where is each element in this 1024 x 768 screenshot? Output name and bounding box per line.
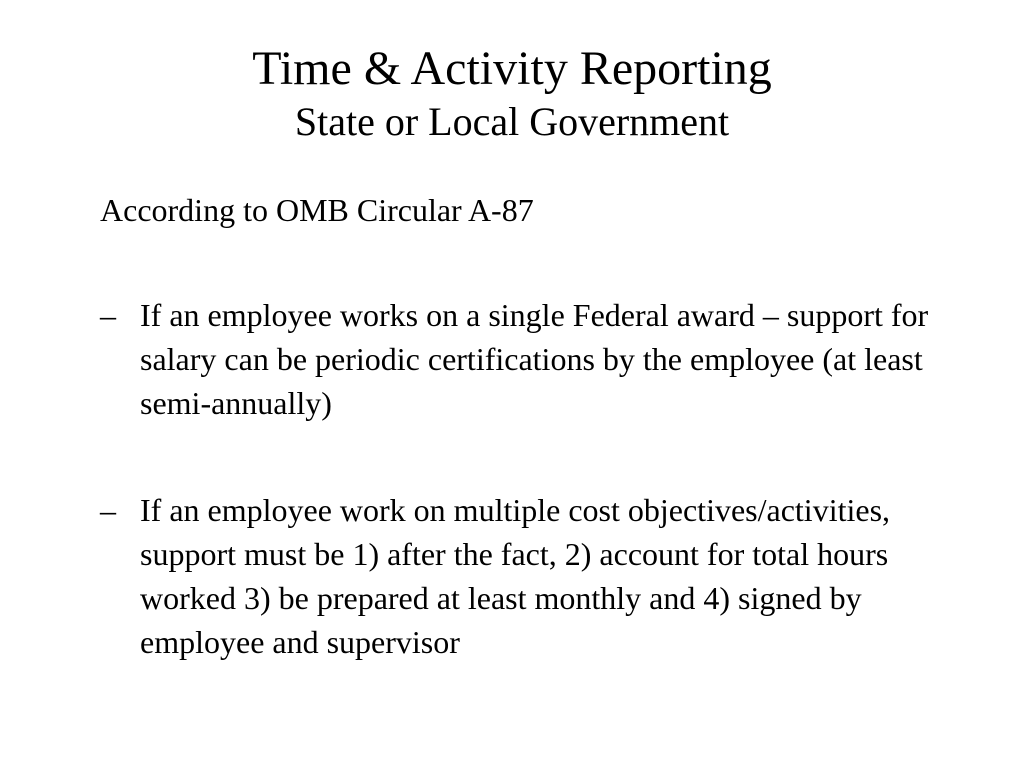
bullet-item [100,488,960,664]
dash-marker: – [100,297,116,333]
bullet-item [100,293,960,425]
dash-marker: – [100,492,116,528]
bullet-text: If an employee works on a single Federal award – support for salary can be periodic certifications by the employee (at least semi-annually) [140,297,929,421]
title-block [0,40,1024,146]
intro-text: According to OMB Circular A-87 [100,192,534,228]
slide-title: Time & Activity Reporting [252,42,772,95]
slide-subtitle: State or Local Government [294,99,730,144]
bullet-text: If an employee work on multiple cost objectives/activities, support must be 1) after the fact, 2) account for total hours worked 3) be prepared at least monthly and 4) signed by employee and supervisor [140,492,891,660]
